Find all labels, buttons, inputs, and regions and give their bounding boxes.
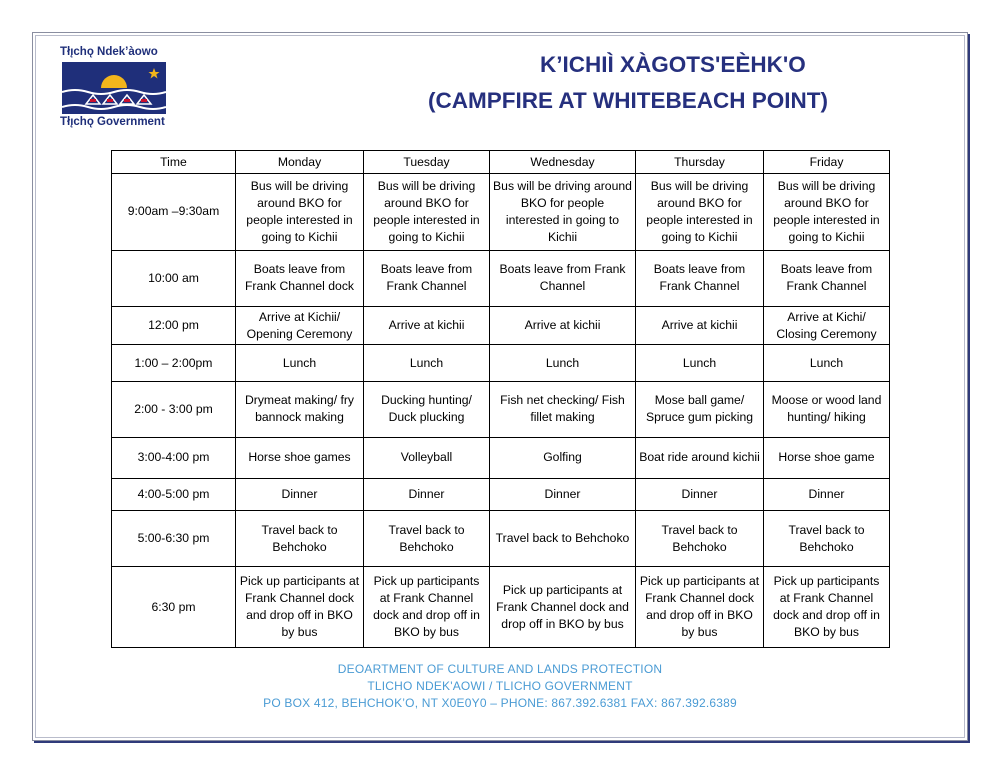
activity-cell: Boats leave from Frank Channel: [636, 250, 764, 306]
activity-cell: Bus will be driving around BKO for people interested in going to Kichii: [764, 174, 890, 251]
activity-cell: Travel back to Behchoko: [764, 510, 890, 566]
activity-cell: Lunch: [636, 345, 764, 381]
table-row: [112, 438, 890, 478]
activity-cell: Arrive at Kichi/ Closing Ceremony: [764, 307, 890, 345]
time-cell: 6:30 pm: [112, 567, 236, 648]
activity-cell: Dinner: [364, 478, 490, 510]
activity-cell: Bus will be driving around BKO for people interested in going to Kichii: [636, 174, 764, 251]
activity-cell: Boats leave from Frank Channel: [490, 250, 636, 306]
table-row: [112, 345, 890, 381]
activity-cell: Travel back to Behchoko: [636, 510, 764, 566]
footer-government: TLICHO NDEK'AOWI / TLICHO GOVERNMENT: [367, 679, 633, 693]
tlicho-emblem-icon: [62, 62, 166, 114]
activity-cell: Arrive at kichii: [364, 307, 490, 345]
activity-cell: Boats leave from Frank Channel: [364, 250, 490, 306]
activity-cell: Moose or wood land hunting/ hiking: [764, 381, 890, 437]
logo-bottom-text: Tłı̨chǫ Government: [60, 116, 165, 128]
tlicho-logo: [60, 46, 170, 132]
activity-cell: Lunch: [490, 345, 636, 381]
activity-cell: Lunch: [364, 345, 490, 381]
footer-department: DEOARTMENT OF CULTURE AND LANDS PROTECTION: [337, 662, 663, 676]
activity-cell: Pick up participants at Frank Channel dock and drop off in BKO by bus: [364, 567, 490, 648]
activity-cell: Boats leave from Frank Channel dock: [236, 250, 364, 306]
footer-contact: PO BOX 412, BEHCHOK’O, NT X0E0Y0 – PHONE: 867.392.6381 FAX: 867.392.6389: [263, 696, 737, 710]
page-title: K’ICHIÌ XÀGOTS'EÈHK'O: [540, 52, 806, 77]
page-subtitle: (CAMPFIRE AT WHITEBEACH POINT): [428, 88, 828, 113]
column-header: Monday: [236, 151, 364, 174]
activity-cell: Pick up participants at Frank Channel dock and drop off in BKO by bus: [236, 567, 364, 648]
activity-cell: Travel back to Behchoko: [490, 510, 636, 566]
column-header: Tuesday: [364, 151, 490, 174]
time-cell: 9:00am –9:30am: [112, 174, 236, 251]
activity-cell: Mose ball game/ Spruce gum picking: [636, 381, 764, 437]
time-cell: 12:00 pm: [112, 307, 236, 345]
activity-cell: Boats leave from Frank Channel: [764, 250, 890, 306]
table-header-row: [112, 151, 890, 174]
activity-cell: Pick up participants at Frank Channel dock and drop off in BKO by bus: [764, 567, 890, 648]
activity-cell: Lunch: [764, 345, 890, 381]
activity-cell: Travel back to Behchoko: [364, 510, 490, 566]
time-cell: 5:00-6:30 pm: [112, 510, 236, 566]
column-header: Thursday: [636, 151, 764, 174]
activity-cell: Dinner: [490, 478, 636, 510]
activity-cell: Pick up participants at Frank Channel dock and drop off in BKO by bus: [636, 567, 764, 648]
activity-cell: Arrive at Kichii/ Opening Ceremony: [236, 307, 364, 345]
activity-cell: Golfing: [490, 438, 636, 478]
activity-cell: Lunch: [236, 345, 364, 381]
activity-cell: Bus will be driving around BKO for people interested in going to Kichii: [236, 174, 364, 251]
logo-top-text: Tłı̨chǫ Ndek’àowo: [60, 46, 158, 58]
schedule-table: [111, 150, 890, 648]
table-row: [112, 307, 890, 345]
time-cell: 1:00 – 2:00pm: [112, 345, 236, 381]
table-row: [112, 478, 890, 510]
activity-cell: Volleyball: [364, 438, 490, 478]
activity-cell: Travel back to Behchoko: [236, 510, 364, 566]
activity-cell: Dinner: [636, 478, 764, 510]
table-row: [112, 381, 890, 437]
activity-cell: Boat ride around kichii: [636, 438, 764, 478]
activity-cell: Bus will be driving around BKO for people interested in going to Kichii: [364, 174, 490, 251]
table-row: [112, 510, 890, 566]
table-row: [112, 250, 890, 306]
time-cell: 10:00 am: [112, 250, 236, 306]
table-row: [112, 174, 890, 251]
column-header: Wednesday: [490, 151, 636, 174]
activity-cell: Fish net checking/ Fish fillet making: [490, 381, 636, 437]
activity-cell: Arrive at kichii: [490, 307, 636, 345]
activity-cell: Horse shoe games: [236, 438, 364, 478]
activity-cell: Ducking hunting/ Duck plucking: [364, 381, 490, 437]
time-cell: 4:00-5:00 pm: [112, 478, 236, 510]
activity-cell: Dinner: [764, 478, 890, 510]
column-header: Friday: [764, 151, 890, 174]
time-cell: 3:00-4:00 pm: [112, 438, 236, 478]
activity-cell: Arrive at kichii: [636, 307, 764, 345]
activity-cell: Pick up participants at Frank Channel dock and drop off in BKO by bus: [490, 567, 636, 648]
table-row: [112, 567, 890, 648]
activity-cell: Dinner: [236, 478, 364, 510]
activity-cell: Drymeat making/ fry bannock making: [236, 381, 364, 437]
activity-cell: Bus will be driving around BKO for people interested in going to Kichii: [490, 174, 636, 251]
activity-cell: Horse shoe game: [764, 438, 890, 478]
time-cell: 2:00 - 3:00 pm: [112, 381, 236, 437]
column-header: Time: [112, 151, 236, 174]
